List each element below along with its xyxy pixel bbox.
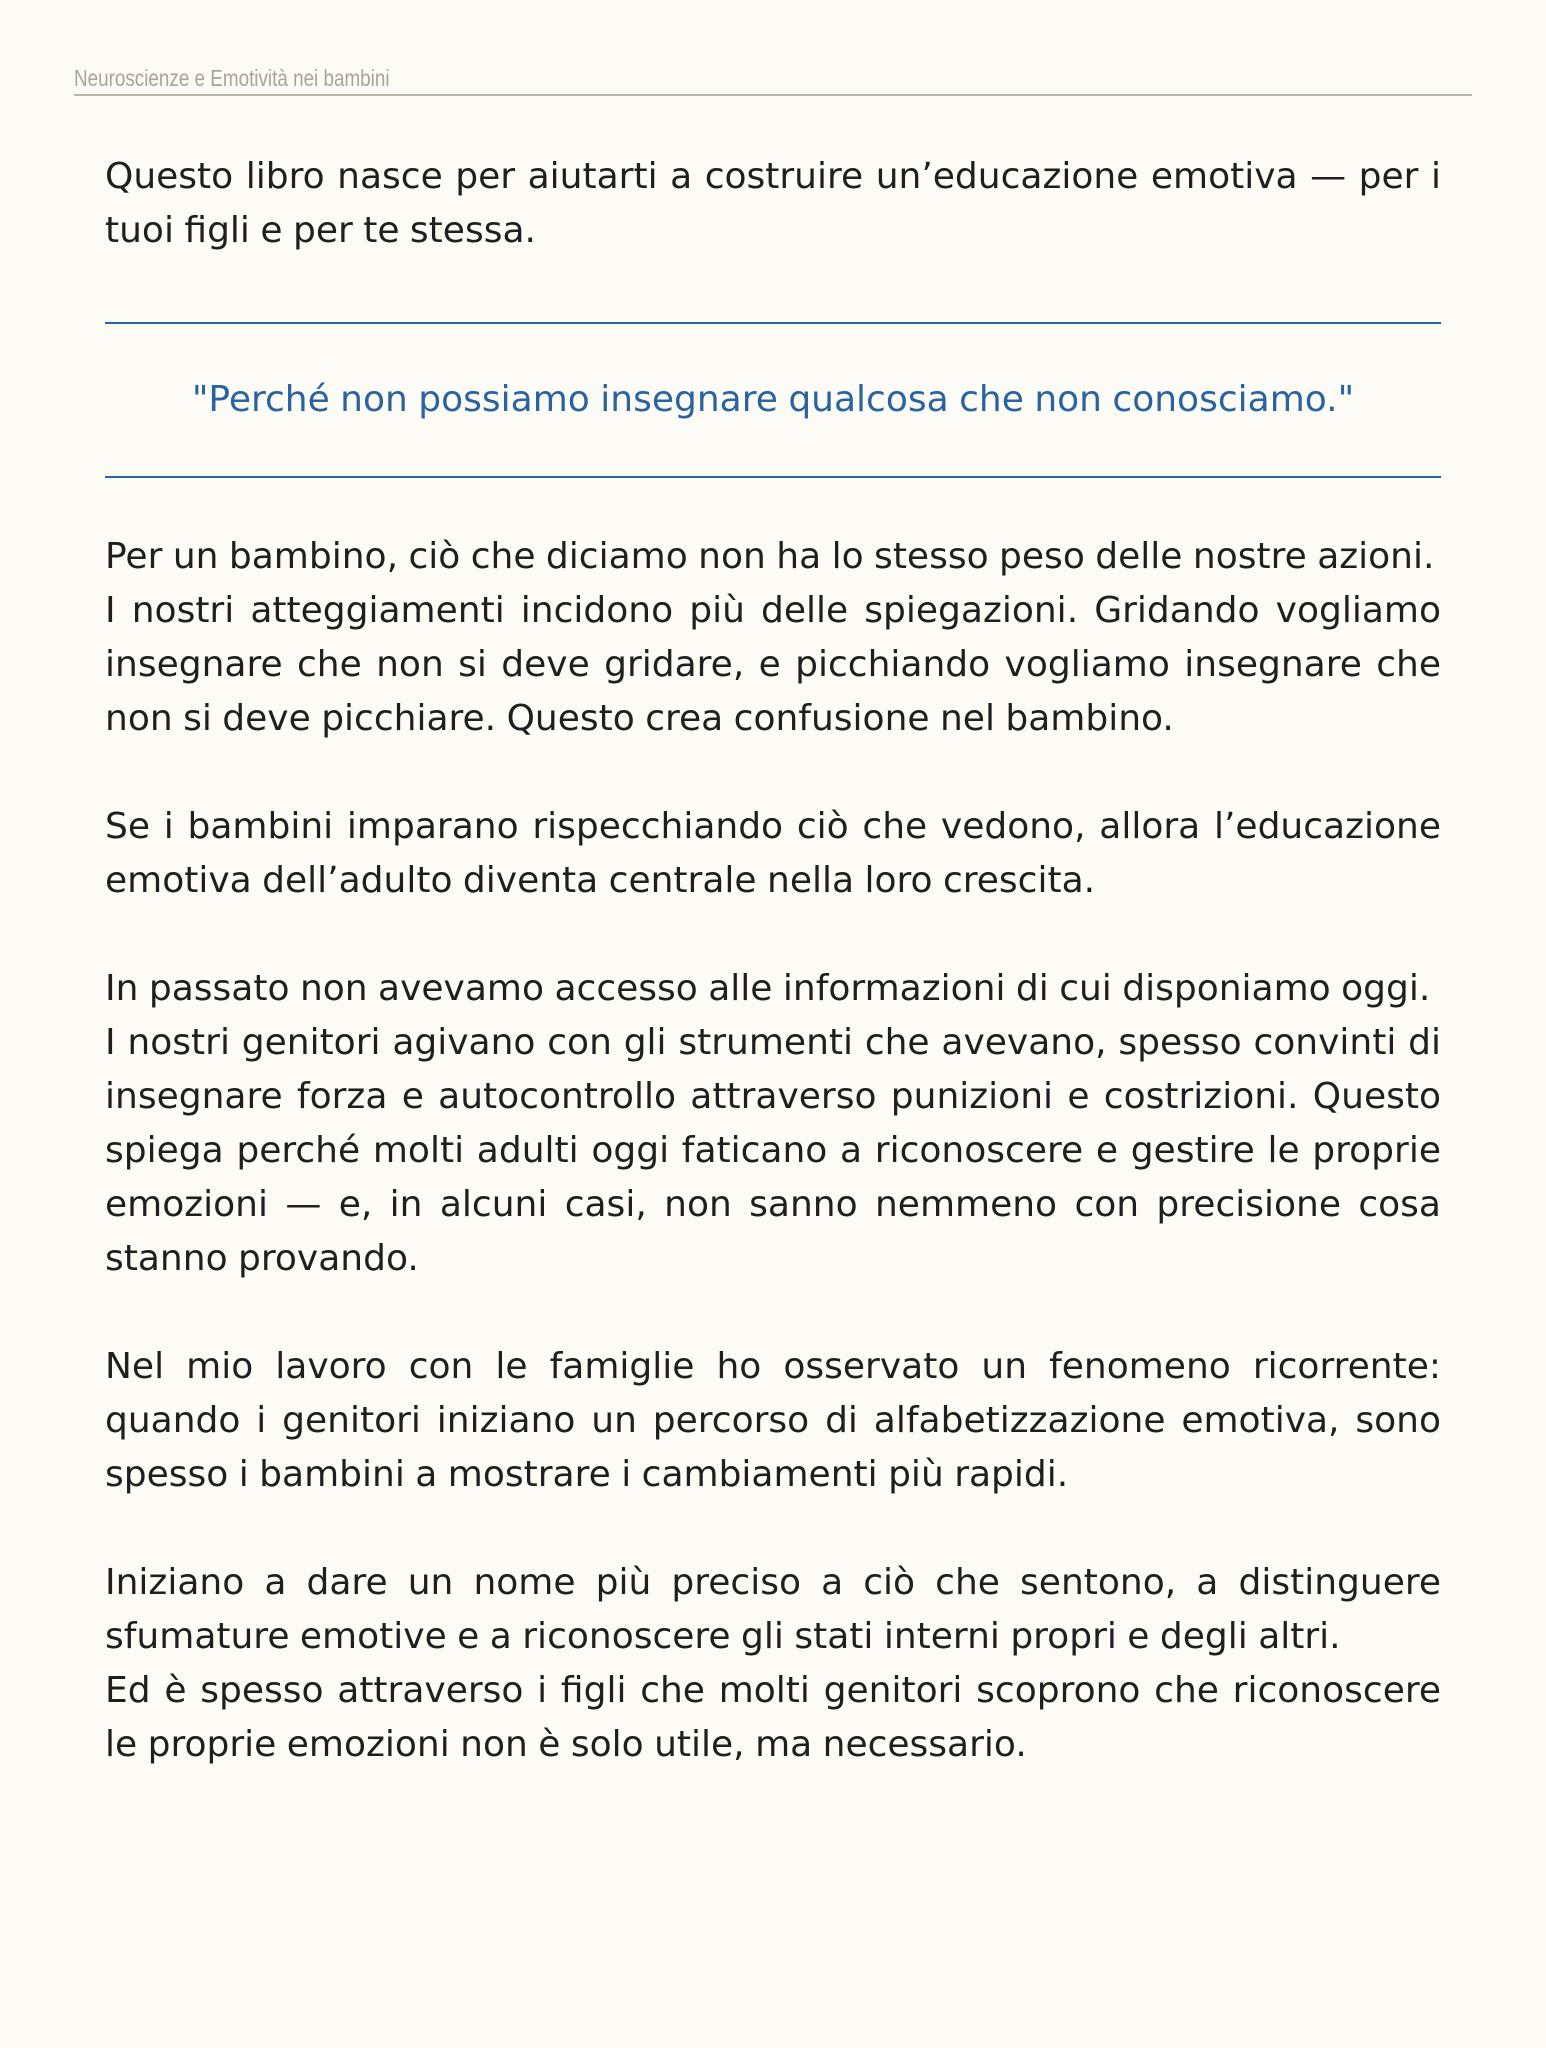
running-header — [74, 64, 1472, 96]
running-header-title: Neuroscienze e Emotività nei bambini — [74, 65, 390, 91]
paragraph-5-line-2: Ed è spesso attraverso i figli che molti genitori scoprono che riconoscere le proprie emozioni non è solo utile, ma necessario. — [105, 1670, 1441, 1765]
paragraph-4-line-1: Nel mio lavoro con le famiglie ho osservato un fenomeno ricorrente: quando i genitori iniziano un percorso di alfabetizzazione emotiva, sono spesso i bambini a mostrare i cambiamenti più rapidi. — [105, 1346, 1441, 1495]
paragraph-1 — [105, 530, 1441, 746]
paragraph-spacer — [105, 746, 1441, 800]
paragraph-spacer — [105, 1286, 1441, 1340]
paragraph-2 — [105, 800, 1441, 908]
paragraph-2-line-1: Se i bambini imparano rispecchiando ciò che vedono, allora l’educazione emotiva dell’adulto diventa centrale nella loro crescita. — [105, 806, 1441, 901]
paragraph-3-line-1: In passato non avevamo accesso alle informazioni di cui disponiamo oggi. — [105, 968, 1431, 1009]
paragraph-3 — [105, 962, 1441, 1286]
paragraph-4 — [105, 1340, 1441, 1502]
paragraph-5 — [105, 1556, 1441, 1772]
pull-quote — [105, 322, 1441, 478]
intro-paragraph: Questo libro nasce per aiutarti a costruire un’educazione emotiva — per i tuoi figli e per te stessa. — [105, 156, 1441, 251]
paragraph-spacer — [105, 908, 1441, 962]
paragraph-5-line-1: Iniziano a dare un nome più preciso a ciò che sentono, a distinguere sfumature emotive e a riconoscere gli stati interni propri e degli altri. — [105, 1562, 1441, 1657]
page-content — [105, 150, 1441, 1772]
paragraph-1-line-1: Per un bambino, ciò che diciamo non ha lo stesso peso delle nostre azioni. — [105, 536, 1435, 577]
paragraph-3-line-2: I nostri genitori agivano con gli strumenti che avevano, spesso convinti di insegnare forza e autocontrollo attraverso punizioni e costrizioni. Questo spiega perché molti adulti oggi faticano a riconoscere e gestire le proprie emozioni — e, in alcuni casi, non sanno nemmeno con precisione cosa stanno provando. — [105, 1022, 1441, 1279]
pull-quote-text: "Perché non possiamo insegnare qualcosa che non conosciamo." — [191, 379, 1355, 420]
paragraph-spacer — [105, 1502, 1441, 1556]
paragraph-1-line-2: I nostri atteggiamenti incidono più delle spiegazioni. Gridando vogliamo insegnare che non si deve gridare, e picchiando vogliamo insegnare che non si deve picchiare. Questo crea confusione nel bambino. — [105, 590, 1441, 739]
